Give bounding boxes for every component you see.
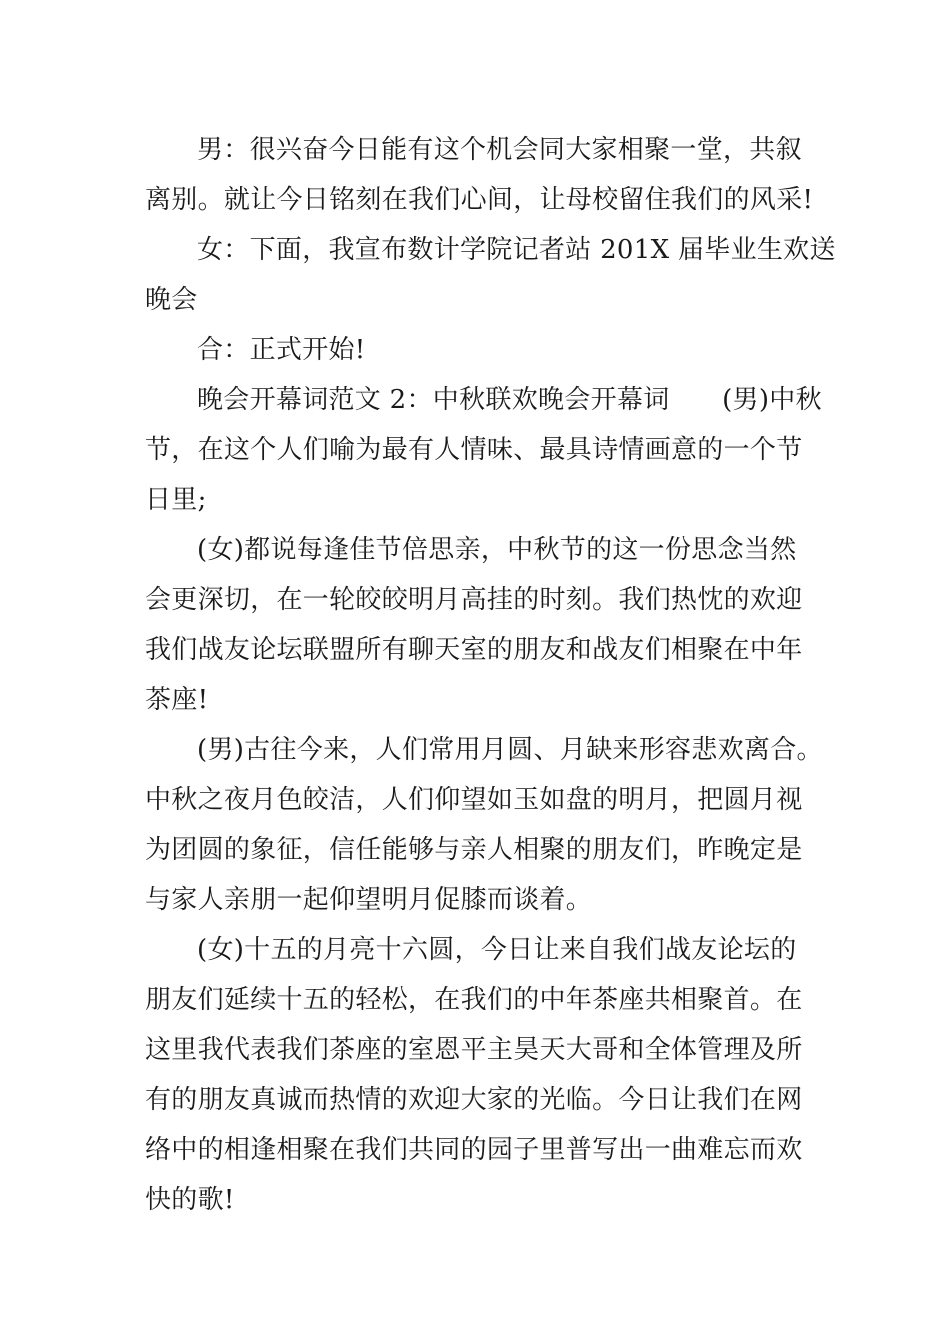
text-line: 会更深切，在一轮皎皎明月高挂的时刻。我们热忱的欢迎 bbox=[145, 585, 803, 615]
text-line: 快的歌! bbox=[145, 1185, 235, 1215]
text-line: 女：下面，我宣布数计学院记者站 201X 届毕业生欢送 bbox=[197, 235, 836, 265]
text-line: 晚会 bbox=[145, 285, 198, 315]
text-line: 我们战友论坛联盟所有聊天室的朋友和战友们相聚在中年 bbox=[145, 635, 803, 665]
text-line: 晚会开幕词范文 2：中秋联欢晚会开幕词 (男)中秋 bbox=[197, 385, 822, 415]
text-line: 合：正式开始! bbox=[197, 335, 366, 365]
text-line: 离别。就让今日铭刻在我们心间，让母校留住我们的风采! bbox=[145, 185, 814, 215]
text-line: (女)十五的月亮十六圆，今日让来自我们战友论坛的 bbox=[197, 935, 797, 965]
text-line: 这里我代表我们茶座的室恩平主昊天大哥和全体管理及所 bbox=[145, 1035, 803, 1065]
text-line: 茶座! bbox=[145, 685, 209, 715]
text-line: 日里; bbox=[145, 485, 207, 515]
text-line: 与家人亲朋一起仰望明月促膝而谈着。 bbox=[145, 885, 593, 915]
text-line: (男)古往今来，人们常用月圆、月缺来形容悲欢离合。 bbox=[197, 735, 823, 765]
text-line: 为团圆的象征，信任能够与亲人相聚的朋友们，昨晚定是 bbox=[145, 835, 803, 865]
text-line: 中秋之夜月色皎洁，人们仰望如玉如盘的明月，把圆月视 bbox=[145, 785, 803, 815]
text-line: 有的朋友真诚而热情的欢迎大家的光临。今日让我们在网 bbox=[145, 1085, 803, 1115]
text-line: 朋友们延续十五的轻松，在我们的中年茶座共相聚首。在 bbox=[145, 985, 803, 1015]
text-line: 络中的相逢相聚在我们共同的园子里普写出一曲难忘而欢 bbox=[145, 1135, 803, 1165]
text-line: (女)都说每逢佳节倍思亲，中秋节的这一份思念当然 bbox=[197, 535, 797, 565]
text-line: 男：很兴奋今日能有这个机会同大家相聚一堂，共叙 bbox=[197, 135, 802, 165]
text-line: 节，在这个人们喻为最有人情味、最具诗情画意的一个节 bbox=[145, 435, 803, 465]
